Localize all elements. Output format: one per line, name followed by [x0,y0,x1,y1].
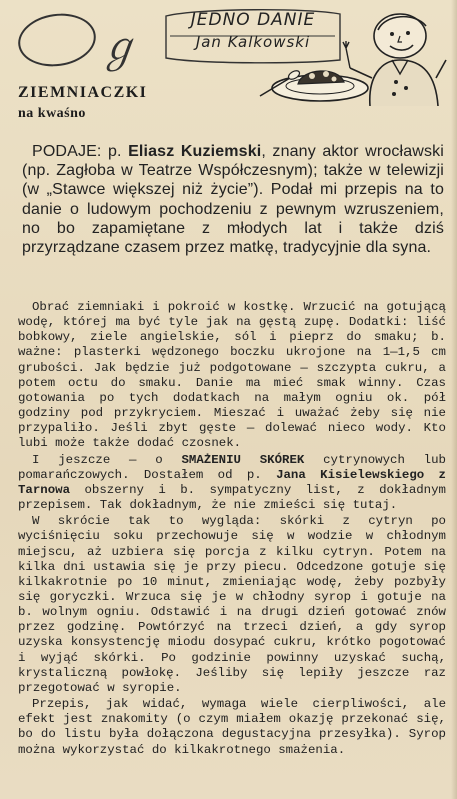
lead-opener: PODAJE: p. [32,143,129,160]
p2-sender-name: Jana Kisielewskiego z Tarnowa [18,467,446,497]
recipe-paragraph-1: Obrać ziemniaki i pokroić w kostkę. Wrzucić na gotującą wodę, której ma być tyle jak na gęstą zupę. Dodatki: liść bobkowy, ziele angielskie, sól i pieprz do smaku; b. ważne: plasterki wędzonego boczku ukrojone na 1—1,5 cm grubości. Jak będzie już podgotowane — szczypta cukru, a potem octu do smaku. Danie ma mieć smak winny. Czas gotowania po tych dodatkach na małym ogniu ok. pół godziny pod przykryciem. Mieszać i uważać żeby się nie przypaliło. Jeśli zbyt gęste — dolewać nieco wody. Kto lubi może także dodać czosnek. [18,300,446,451]
article-lead-paragraph [22,142,444,257]
p2-text-e: obszerny i b. sympatyczny list, z dokładnym przepisem. Tak dokładnym, że nie zmieści się tutaj. [18,482,446,513]
logo-handwritten-mark: ℊ [96,23,140,73]
lead-guest-name: Eliasz Kuziemski [128,143,262,160]
logo-o-mark [15,9,99,71]
p2-dish-name: SMAŻENIU SKÓREK [181,452,305,467]
p2-text-a: I jeszcze — o [32,452,182,467]
article-body [18,300,446,759]
article-subtitle: na kwaśno [18,106,86,121]
recipe-paragraph-3: W skrócie tak to wygląda: skórki z cytryn po wyciśnięciu soku przechowuje się w wodzie w chłodnym miejscu, aż uzbiera się porcja z kilku cytryn. Potem na kilka dni ustawia się je przy piecu. Odcedzone gotuje się kilkakrotnie po 10 minut, zmieniając wodę, żeby pozbyły się goryczki. Wrzuca się je w chłodny syrop i gotuje na b. wolnym ogniu. Odstawić i na drugi dzień gotować znów przez godzinę. Powtórzyć na trzeci dzień, a gdy syrop uzyska konsystencję miodu dosypać cukru, krótko pogotować i wyjąć skórki. Po godzinie powinny uzyskać suchą, krystaliczną powłokę. Jeśliby się lepiły jeszcze raz przegotować w syropie. [18,514,446,695]
p2-text-c: cytrynowych lub pomarańczowych. Dostałem od p. [18,452,446,482]
recipe-paragraph-4: Przepis, jak widać, wymaga wiele cierpliwości, ale efekt jest znakomity (o czym miałem okazję przekonać się, bo do listu była dołączona degustacyjna przesyłka). Syrop można wykorzystać do kilkakrotnego smażenia. [18,697,446,757]
article-title: ZIEMNIACZKI [18,84,148,101]
column-author: Jan Kalkowski [195,33,311,51]
recipe-paragraph-2 [18,453,446,514]
chef-eating-illustration-icon [250,8,450,106]
page-edge-shadow [451,0,457,799]
lead-text: , znany aktor wrocławski (np. Zagłoba w Teatrze Współczesnym); także w telewizji (w „Stawce większej niż życie”). Podał mi przepis na to danie o ludowym pochodzeniu z pewnym wzruszeniem, no bo zapamiętane z młodych lat i także dziś przyrządzane czasem przez matkę, tradycyjnie dla syna. [22,143,444,257]
column-title: JEDNO DANIE [190,10,316,30]
